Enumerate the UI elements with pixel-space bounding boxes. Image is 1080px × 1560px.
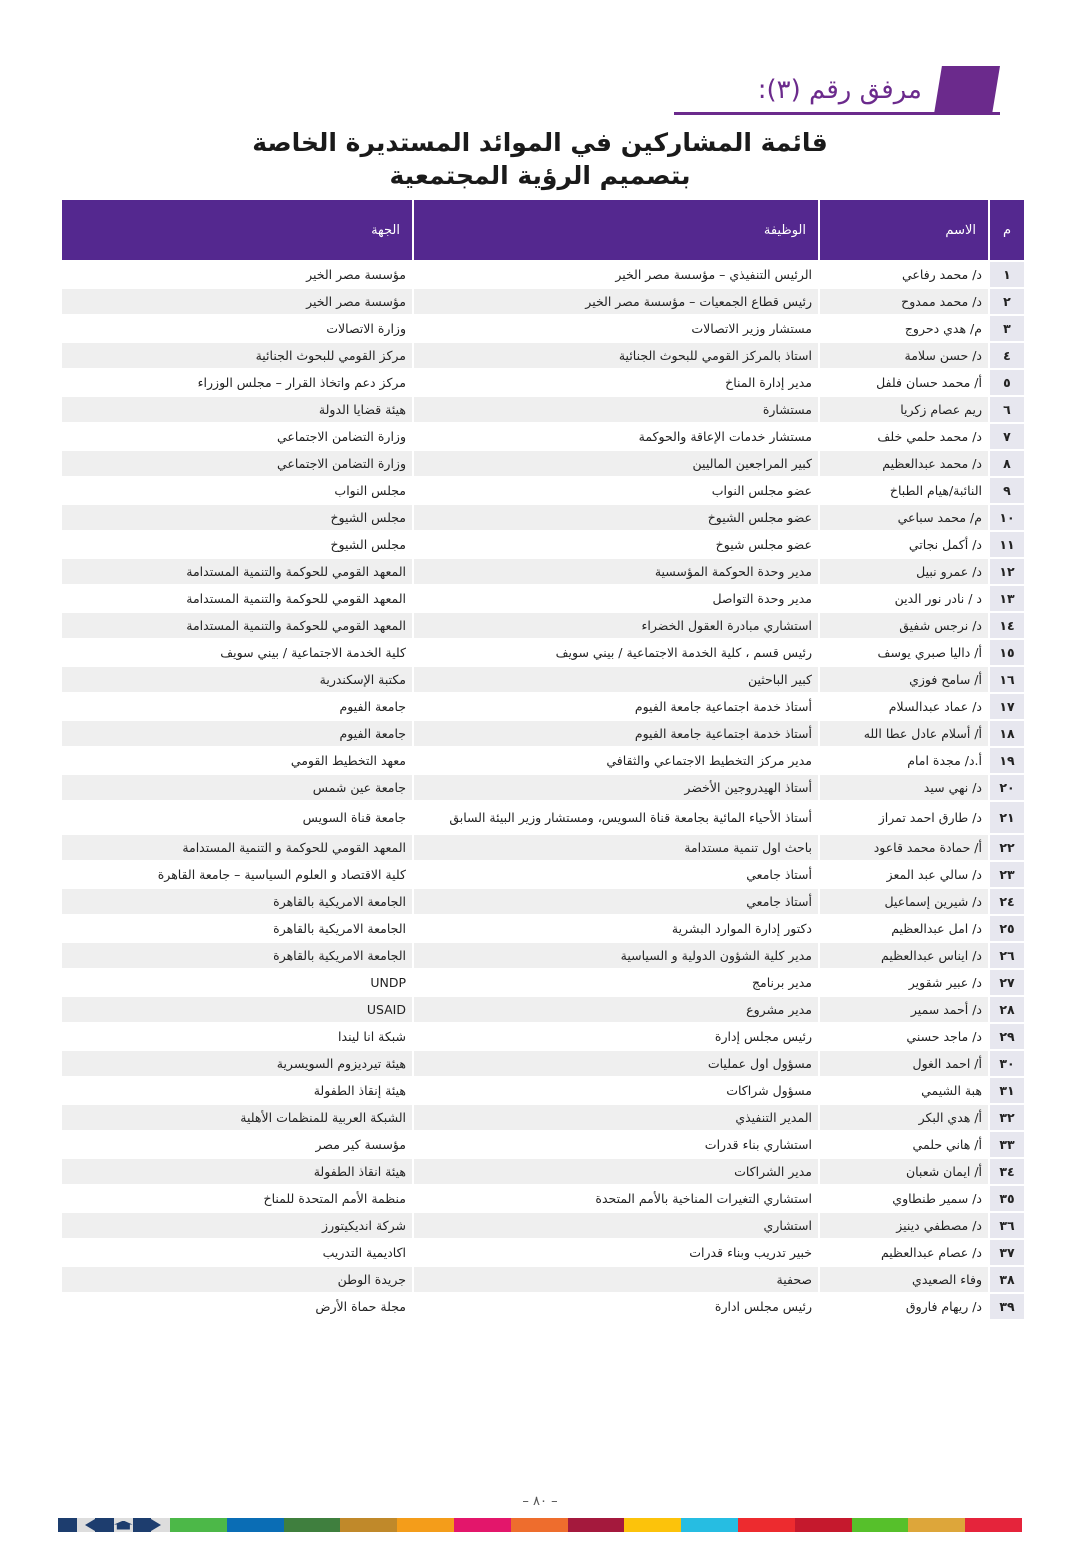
cell-name: د/ امل عبدالعظيم [819, 915, 989, 942]
cell-name: النائبة/هيام الطباخ [819, 477, 989, 504]
cell-num: ١٨ [989, 720, 1025, 747]
cell-org: المعهد القومي للحوكمة والتنمية المستدامة [61, 558, 413, 585]
cell-num: ٩ [989, 477, 1025, 504]
cell-name: د/ أكمل نجاتي [819, 531, 989, 558]
cell-org: مؤسسة مصر الخير [61, 261, 413, 288]
table-row [61, 423, 1025, 450]
cell-org: جامعة الفيوم [61, 693, 413, 720]
cell-num: ٢٥ [989, 915, 1025, 942]
cell-org: مجلس الشيوخ [61, 531, 413, 558]
page-number: – ٨٠ – [522, 1494, 558, 1509]
cell-role: استشاري مبادرة العقول الخضراء [413, 612, 819, 639]
cell-num: ٤ [989, 342, 1025, 369]
footer-stripe [340, 1518, 397, 1532]
cell-name: د/ طارق احمد تمراز [819, 801, 989, 834]
page-title-line-2: بتصميم الرؤية المجتمعية [389, 161, 691, 190]
cell-num: ٣٣ [989, 1131, 1025, 1158]
cell-role: خبير تدريب وبناء قدرات [413, 1239, 819, 1266]
cell-name: أ/ احمد الغول [819, 1050, 989, 1077]
table-row [61, 288, 1025, 315]
cell-name: أ/ هدي البكر [819, 1104, 989, 1131]
footer-stripe [568, 1518, 625, 1532]
header-name: الاسم [819, 199, 989, 261]
table-row [61, 1212, 1025, 1239]
cell-role: مدير كلية الشؤون الدولية و السياسية [413, 942, 819, 969]
cell-num: ٦ [989, 396, 1025, 423]
table-row [61, 342, 1025, 369]
cell-name: د/ شيرين إسماعيل [819, 888, 989, 915]
cell-num: ٢٣ [989, 861, 1025, 888]
cell-role: كبير المراجعين الماليين [413, 450, 819, 477]
cell-num: ٢٩ [989, 1023, 1025, 1050]
cell-org: الجامعة الامريكية بالقاهرة [61, 942, 413, 969]
cell-name: د/ عبير شقوير [819, 969, 989, 996]
cell-num: ١٣ [989, 585, 1025, 612]
cell-role: استشاري [413, 1212, 819, 1239]
annex-underline [674, 112, 1000, 115]
cell-org: شركة انديكيتورز [61, 1212, 413, 1239]
cell-role: عضو مجلس الشيوخ [413, 504, 819, 531]
header-role: الوظيفة [413, 199, 819, 261]
cell-num: ٣٩ [989, 1293, 1025, 1320]
cell-org: منظمة الأمم المتحدة للمناخ [61, 1185, 413, 1212]
footer-stripe [454, 1518, 511, 1532]
footer-stripe [738, 1518, 795, 1532]
cell-org: UNDP [61, 969, 413, 996]
cell-org: الشبكة العربية للمنظمات الأهلية [61, 1104, 413, 1131]
table-row [61, 450, 1025, 477]
cell-num: ٣٠ [989, 1050, 1025, 1077]
table-row [61, 261, 1025, 288]
nav-block [133, 1518, 152, 1532]
cell-org: مجلة حماة الأرض [61, 1293, 413, 1320]
table-header-row [61, 199, 1025, 261]
footer-stripe [852, 1518, 909, 1532]
cell-num: ٢١ [989, 801, 1025, 834]
nav-block [95, 1518, 114, 1532]
cell-num: ٢٦ [989, 942, 1025, 969]
table-row [61, 639, 1025, 666]
cell-num: ١٥ [989, 639, 1025, 666]
cell-name: م/ محمد سباعي [819, 504, 989, 531]
footer-stripe [908, 1518, 965, 1532]
footer-stripe [284, 1518, 341, 1532]
cell-num: ٨ [989, 450, 1025, 477]
cell-role: رئيس قطاع الجمعيات – مؤسسة مصر الخير [413, 288, 819, 315]
cell-name: د/ محمد عبدالعظيم [819, 450, 989, 477]
cell-name: د/ ريهام فاروق [819, 1293, 989, 1320]
cell-name: د/ ماجد حسني [819, 1023, 989, 1050]
cell-num: ٢٧ [989, 969, 1025, 996]
table-row [61, 531, 1025, 558]
cell-name: أ/ داليا صبري يوسف [819, 639, 989, 666]
table-row [61, 1266, 1025, 1293]
table-row [61, 612, 1025, 639]
annex-tab-shape [934, 66, 1000, 114]
table-row [61, 969, 1025, 996]
cell-role: مدير إدارة المناخ [413, 369, 819, 396]
cell-role: مستشار خدمات الإعاقة والحوكمة [413, 423, 819, 450]
cell-org: جامعة الفيوم [61, 720, 413, 747]
cell-num: ٣٤ [989, 1158, 1025, 1185]
footer-bar [58, 1518, 1022, 1532]
cell-name: د/ محمد حلمي خلف [819, 423, 989, 450]
cell-num: ٢٨ [989, 996, 1025, 1023]
cell-name: د/ نهي سيد [819, 774, 989, 801]
table-row [61, 1023, 1025, 1050]
cell-name: أ/ أسلام عادل عطا الله [819, 720, 989, 747]
table-row [61, 1158, 1025, 1185]
cell-org: مركز دعم واتخاذ القرار – مجلس الوزراء [61, 369, 413, 396]
cell-org: وزارة الاتصالات [61, 315, 413, 342]
cell-name: د/ أحمد سمير [819, 996, 989, 1023]
cell-role: أستاذ جامعي [413, 861, 819, 888]
table-row [61, 720, 1025, 747]
cell-name: د/ عصام عبدالعظيم [819, 1239, 989, 1266]
cell-num: ١٠ [989, 504, 1025, 531]
cell-org: شبكة انا ليندا [61, 1023, 413, 1050]
footer-stripe [681, 1518, 738, 1532]
table-row [61, 861, 1025, 888]
cell-org: هيئة إنقاذ الطفولة [61, 1077, 413, 1104]
cell-name: أ/ محمد حسان فلفل [819, 369, 989, 396]
cell-name: د/ عمرو نبيل [819, 558, 989, 585]
cell-role: رئيس قسم ، كلية الخدمة الاجتماعية / بيني سويف [413, 639, 819, 666]
cell-role: مدير مركز التخطيط الاجتماعي والثقافي [413, 747, 819, 774]
cell-num: ٣٥ [989, 1185, 1025, 1212]
cell-role: الرئيس التنفيذي – مؤسسة مصر الخير [413, 261, 819, 288]
table-row [61, 1239, 1025, 1266]
table-row [61, 1077, 1025, 1104]
cell-name: أ/ ايمان شعبان [819, 1158, 989, 1185]
cell-num: ٣٨ [989, 1266, 1025, 1293]
cell-num: ٣٢ [989, 1104, 1025, 1131]
cell-role: أستاذ الأحياء المائية بجامعة قناة السويس، ومستشار وزير البيئة السابق [413, 801, 819, 834]
table-row [61, 774, 1025, 801]
table-row [61, 504, 1025, 531]
cell-name: ريم عصام زكريا [819, 396, 989, 423]
cell-role: عضو مجلس النواب [413, 477, 819, 504]
footer-stripe [965, 1518, 1022, 1532]
cell-role: استاذ بالمركز القومي للبحوث الجنائية [413, 342, 819, 369]
cell-num: ١ [989, 261, 1025, 288]
cell-org: وزارة التضامن الاجتماعي [61, 423, 413, 450]
cell-org: جامعة قناة السويس [61, 801, 413, 834]
cell-org: هيئة انقاذ الطفولة [61, 1158, 413, 1185]
table-row [61, 1185, 1025, 1212]
cell-org: مؤسسة مصر الخير [61, 288, 413, 315]
arrow-right-icon[interactable] [151, 1518, 170, 1532]
cell-num: ١٤ [989, 612, 1025, 639]
cell-org: مجلس النواب [61, 477, 413, 504]
cell-org: اكاديمية التدريب [61, 1239, 413, 1266]
cell-role: أستاذ خدمة اجتماعية جامعة الفيوم [413, 693, 819, 720]
footer-stripe [624, 1518, 681, 1532]
cell-name: وفاء الصعيدي [819, 1266, 989, 1293]
table-row [61, 396, 1025, 423]
arrow-left-icon[interactable] [77, 1518, 96, 1532]
cell-name: أ/ هاني حلمي [819, 1131, 989, 1158]
participants-table [60, 198, 1026, 1321]
cell-role: مسؤول اول عمليات [413, 1050, 819, 1077]
cell-num: ٣٦ [989, 1212, 1025, 1239]
table-row [61, 477, 1025, 504]
table-row [61, 585, 1025, 612]
cell-role: المدير التنفيذي [413, 1104, 819, 1131]
cell-name: د/ مصطفي دينيز [819, 1212, 989, 1239]
cell-role: أستاذ خدمة اجتماعية جامعة الفيوم [413, 720, 819, 747]
cell-name: د/ حسن سلامة [819, 342, 989, 369]
cell-name: أ.د/ مجدة امام [819, 747, 989, 774]
table-row [61, 834, 1025, 861]
cell-role: أستاذ جامعي [413, 888, 819, 915]
cell-role: مدير الشراكات [413, 1158, 819, 1185]
table-row [61, 747, 1025, 774]
table-body [61, 261, 1025, 1320]
cell-num: ٧ [989, 423, 1025, 450]
footer-stripe [170, 1518, 227, 1532]
table-row [61, 1050, 1025, 1077]
table-row [61, 558, 1025, 585]
cell-role: رئيس مجلس ادارة [413, 1293, 819, 1320]
annex-header [758, 66, 1000, 114]
cell-org: جامعة عين شمس [61, 774, 413, 801]
cell-name: هبة الشيمي [819, 1077, 989, 1104]
cell-name: د/ نرجس شفيق [819, 612, 989, 639]
cell-org: USAID [61, 996, 413, 1023]
cell-role: صحفية [413, 1266, 819, 1293]
cell-role: عضو مجلس شيوخ [413, 531, 819, 558]
footer-color-stripes [170, 1518, 1022, 1532]
cell-org: الجامعة الامريكية بالقاهرة [61, 888, 413, 915]
cell-num: ١٩ [989, 747, 1025, 774]
cell-num: ٢٢ [989, 834, 1025, 861]
cell-org: جريدة الوطن [61, 1266, 413, 1293]
cell-name: د/ سالي عبد المعز [819, 861, 989, 888]
cell-org: المعهد القومي للحوكمة والتنمية المستدامة [61, 585, 413, 612]
cell-name: د / نادر نور الدين [819, 585, 989, 612]
table-row [61, 315, 1025, 342]
cell-role: مدير برنامج [413, 969, 819, 996]
cell-role: دكتور إدارة الموارد البشرية [413, 915, 819, 942]
table-row [61, 1131, 1025, 1158]
cell-num: ٥ [989, 369, 1025, 396]
cell-name: د/ ايناس عبدالعظيم [819, 942, 989, 969]
cell-name: أ/ سامح فوزي [819, 666, 989, 693]
table-row [61, 915, 1025, 942]
cell-role: رئيس مجلس إدارة [413, 1023, 819, 1050]
cell-role: كبير الباحثين [413, 666, 819, 693]
home-icon[interactable] [114, 1518, 133, 1532]
table-row [61, 1104, 1025, 1131]
nav-block [58, 1518, 77, 1532]
cell-role: استشاري بناء قدرات [413, 1131, 819, 1158]
cell-org: المعهد القومي للحوكمة و التنمية المستدامة [61, 834, 413, 861]
cell-name: د/ عماد عبدالسلام [819, 693, 989, 720]
footer-stripe [227, 1518, 284, 1532]
cell-org: وزارة التضامن الاجتماعي [61, 450, 413, 477]
cell-name: د/ محمد ممدوح [819, 288, 989, 315]
cell-num: ٢ [989, 288, 1025, 315]
cell-num: ٣٧ [989, 1239, 1025, 1266]
cell-role: استشاري التغيرات المناخية بالأمم المتحدة [413, 1185, 819, 1212]
table-row [61, 369, 1025, 396]
cell-num: ٣١ [989, 1077, 1025, 1104]
cell-org: مجلس الشيوخ [61, 504, 413, 531]
cell-num: ١٢ [989, 558, 1025, 585]
cell-role: مسؤول شراكات [413, 1077, 819, 1104]
cell-role: مستشارة [413, 396, 819, 423]
cell-name: أ/ حمادة محمد قاعود [819, 834, 989, 861]
participants-table-wrapper [60, 198, 1024, 1321]
cell-org: مكتبة الإسكندرية [61, 666, 413, 693]
footer-stripe [397, 1518, 454, 1532]
table-row [61, 1293, 1025, 1320]
header-org: الجهة [61, 199, 413, 261]
cell-org: هيئة تيرديزوم السويسرية [61, 1050, 413, 1077]
cell-num: ١٦ [989, 666, 1025, 693]
table-row [61, 888, 1025, 915]
cell-role: مدير وحدة التواصل [413, 585, 819, 612]
cell-num: ١١ [989, 531, 1025, 558]
header-num: م [989, 199, 1025, 261]
cell-org: الجامعة الامريكية بالقاهرة [61, 915, 413, 942]
cell-role: أستاذ الهيدروجين الأخضر [413, 774, 819, 801]
table-row [61, 666, 1025, 693]
cell-name: د/ محمد رفاعي [819, 261, 989, 288]
cell-role: مدير وحدة الحوكمة المؤسسية [413, 558, 819, 585]
cell-role: مدير مشروع [413, 996, 819, 1023]
cell-role: مستشار وزير الاتصالات [413, 315, 819, 342]
cell-num: ٢٠ [989, 774, 1025, 801]
page-title-line-1: قائمة المشاركين في الموائد المستديرة الخاصة [252, 128, 828, 157]
cell-org: كلية الاقتصاد و العلوم السياسية – جامعة القاهرة [61, 861, 413, 888]
cell-name: د/ سمير طنطاوي [819, 1185, 989, 1212]
table-row [61, 996, 1025, 1023]
table-row [61, 942, 1025, 969]
page-title [0, 126, 1080, 192]
cell-name: م/ هدي دحروج [819, 315, 989, 342]
cell-org: معهد التخطيط القومي [61, 747, 413, 774]
table-row [61, 801, 1025, 834]
cell-num: ١٧ [989, 693, 1025, 720]
cell-num: ٢٤ [989, 888, 1025, 915]
cell-org: مؤسسة كير مصر [61, 1131, 413, 1158]
table-row [61, 693, 1025, 720]
cell-org: المعهد القومي للحوكمة والتنمية المستدامة [61, 612, 413, 639]
annex-title: مرفق رقم (٣): [757, 75, 922, 105]
cell-org: مركز القومي للبحوث الجنائية [61, 342, 413, 369]
cell-num: ٣ [989, 315, 1025, 342]
footer-stripe [795, 1518, 852, 1532]
cell-org: هيئة قضايا الدولة [61, 396, 413, 423]
cell-org: كلية الخدمة الاجتماعية / بيني سويف [61, 639, 413, 666]
footer-nav [58, 1518, 170, 1532]
footer-stripe [511, 1518, 568, 1532]
cell-role: باحث اول تنمية مستدامة [413, 834, 819, 861]
